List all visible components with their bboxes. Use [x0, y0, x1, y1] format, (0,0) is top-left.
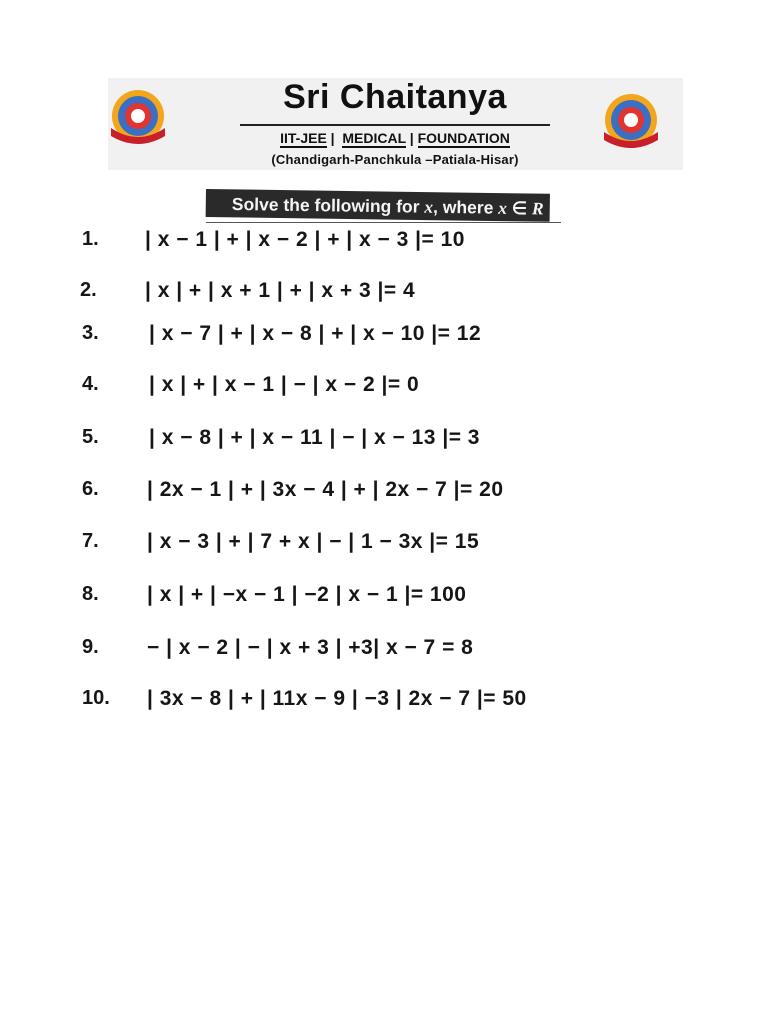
problem-equation: | x | + | x − 1 | − | x − 2 |= 0: [149, 373, 420, 396]
brand-title: Sri Chaitanya: [283, 78, 507, 116]
problem-number: 1.: [82, 228, 99, 250]
tagline-foundation: FOUNDATION: [417, 130, 510, 146]
instruction-underline: [206, 222, 561, 223]
problem-equation: | x | + | x + 1 | + | x + 3 |= 4: [145, 279, 416, 302]
problem-number: 3.: [82, 322, 99, 344]
problem-number: 9.: [82, 636, 99, 658]
problem-number: 4.: [82, 373, 99, 395]
problem-number: 6.: [82, 478, 99, 500]
problem-equation: | x − 1 | + | x − 2 | + | x − 3 |= 10: [145, 228, 465, 251]
instruction-text: [232, 194, 544, 219]
brand-tagline: IIT-JEE | MEDICAL | FOUNDATION: [280, 130, 510, 146]
problem-number: 7.: [82, 530, 99, 552]
instruction-middle: , where: [432, 196, 499, 218]
instruction-variable: x: [424, 196, 434, 217]
problem-number: 8.: [82, 583, 99, 605]
problem-equation: | x − 7 | + | x − 8 | + | x − 10 |= 12: [149, 322, 482, 345]
instruction-variable-2: x: [498, 197, 508, 218]
tagline-iit-jee: IIT-JEE: [280, 130, 327, 146]
tagline-medical: MEDICAL: [342, 130, 406, 146]
real-numbers-symbol: R: [531, 198, 544, 219]
problem-equation: | x | + | −x − 1 | −2 | x − 1 |= 100: [147, 583, 467, 606]
problem-number: 10.: [82, 687, 110, 709]
element-of-symbol: ∈: [506, 197, 533, 219]
institute-logo-left: [107, 88, 169, 150]
instruction-prefix: Solve the following for: [231, 194, 425, 217]
problem-equation: | x − 3 | + | 7 + x | − | 1 − 3x |= 15: [147, 530, 480, 553]
problem-equation: − | x − 2 | − | x + 3 | +3| x − 7 = 8: [147, 636, 474, 659]
problem-equation: | 3x − 8 | + | 11x − 9 | −3 | 2x − 7 |= 50: [147, 687, 527, 710]
branch-locations: (Chandigarh-Panchkula –Patiala-Hisar): [271, 152, 519, 167]
problem-number: 2.: [80, 279, 97, 301]
institute-logo-right: [600, 92, 662, 154]
problem-number: 5.: [82, 426, 99, 448]
brand-divider: [240, 124, 550, 126]
problem-equation: | 2x − 1 | + | 3x − 4 | + | 2x − 7 |= 20: [147, 478, 504, 501]
problem-equation: | x − 8 | + | x − 11 | − | x − 13 |= 3: [149, 426, 480, 449]
